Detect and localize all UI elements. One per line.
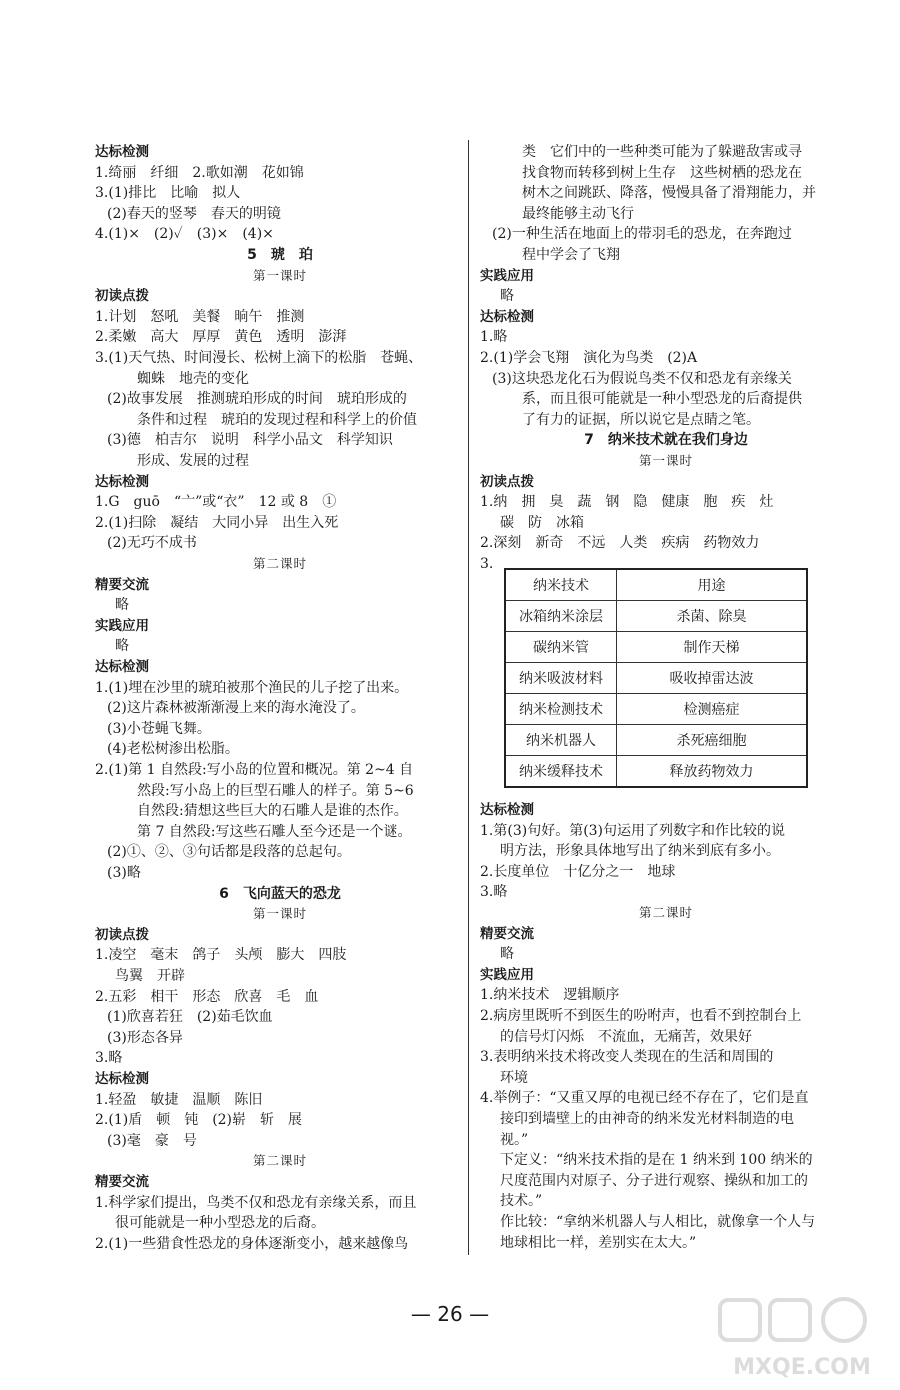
answer-line: 3.略	[480, 884, 508, 901]
answer-line: (3)德 柏吉尔 说明 科学小品文 科学知识	[107, 432, 393, 449]
answer-line: 2.(1)第 1 自然段:写小岛的位置和概况。第 2~4 自	[95, 762, 414, 778]
table-row	[505, 756, 807, 788]
answer-line: 1.凌空 毫末 鸽子 头颅 膨大 四肢	[95, 947, 347, 964]
section-heading: 初读点拨	[95, 926, 149, 943]
lesson-subtitle: 第一课时	[638, 453, 693, 468]
answer-line: (2)故事发展 推测琥珀形成的时间 琥珀形成的	[107, 391, 407, 408]
table-cell-use: 用途	[617, 569, 808, 601]
answer-line: 3.(1)排比 比喻 拟人	[95, 185, 241, 202]
answer-line: 1.纳 拥 臭 蔬 钢 隐 健康 胞 疾 灶	[480, 494, 774, 511]
answer-line: 尺度范围内对原子、分子进行观察、操纵和加工的	[500, 1172, 808, 1189]
table-cell-tech: 纳米吸波材料	[505, 663, 617, 694]
watermark-logo	[712, 1296, 892, 1382]
answer-line: 1.纳米技术 逻辑顺序	[480, 987, 620, 1004]
answer-line: 程中学会了飞翔	[522, 247, 620, 263]
answer-line: 2.(1)盾 顿 钝 (2)崭 斩 展	[95, 1112, 303, 1129]
answer-line: (3)略	[107, 865, 141, 881]
lesson-subtitle: 第一课时	[252, 267, 307, 283]
section-heading: 初读点拨	[95, 288, 149, 305]
table-row	[505, 601, 807, 632]
answer-line: 鸟翼 开辟	[115, 968, 185, 984]
table-row	[505, 663, 807, 694]
section-heading: 精要交流	[95, 576, 149, 593]
answer-line: (2)①、②、③句话都是段落的总起句。	[107, 844, 351, 861]
section-heading: 达标检测	[480, 802, 534, 818]
table-row	[505, 694, 807, 725]
answer-line: 很可能就是一种小型恐龙的后裔。	[115, 1215, 325, 1232]
answer-line: 视。”	[500, 1131, 529, 1148]
lesson-subtitle: 第二课时	[252, 556, 307, 571]
answer-line: 3.(1)天气热、时间漫长、松树上滴下的松脂 苍蝇、	[95, 350, 423, 366]
answer-line: 了有力的证据，所以说它是点睛之笔。	[522, 411, 760, 428]
answer-line: 1.计划 怒吼 美餐 晌午 推测	[95, 308, 305, 325]
answer-line: 2.柔嫩 高大 厚厚 黄色 透明 澎湃	[95, 329, 347, 346]
table-cell-tech: 碳纳米管	[505, 632, 617, 663]
answer-line: (1)欣喜若狂 (2)茹毛饮血	[107, 1009, 273, 1026]
answer-line: 蜘蛛 地壳的变化	[137, 370, 249, 387]
answer-line: 1.绮丽 纤细 2.歌如潮 花如锦	[95, 164, 304, 181]
answer-line: 然段:写小岛上的巨型石雕人的样子。第 5~6	[137, 782, 414, 799]
answer-line: 明方法，形象具体地写出了纳米到底有多小。	[500, 843, 780, 860]
answer-line: 2.五彩 相干 形态 欣喜 毛 血	[95, 988, 319, 1005]
answer-line: (3)这块恐龙化石为假说鸟类不仅和恐龙有亲缘关	[492, 370, 792, 387]
section-heading: 达标检测	[95, 1071, 149, 1087]
answer-line: 的信号灯闪烁 不流血，无痛苦，效果好	[500, 1028, 752, 1045]
answer-line: 略	[115, 638, 129, 655]
answer-line: (2)无巧不成书	[107, 535, 197, 552]
answer-line: 3.略	[95, 1050, 123, 1067]
lesson-subtitle: 第二课时	[252, 1153, 307, 1169]
answer-line: 接印到墙壁上的由神奇的纳米发光材料制造的电	[500, 1111, 794, 1127]
section-heading: 达标检测	[95, 659, 149, 675]
lesson-subtitle: 第二课时	[638, 905, 693, 920]
table-cell-use: 吸收掉雷达波	[617, 663, 808, 694]
answer-line: 3.表明纳米技术将改变人类现在的生活和周围的	[480, 1049, 774, 1066]
column-divider	[468, 140, 469, 1255]
section-heading: 精要交流	[95, 1174, 149, 1190]
answer-line: 2.病房里既听不到医生的吩咐声，也看不到控制台上	[480, 1008, 802, 1024]
answer-line: 找食物而转移到树上生存 这些树栖的恐龙在	[522, 164, 802, 181]
section-heading: 实践应用	[480, 267, 534, 284]
table-row	[505, 725, 807, 756]
table-row	[505, 569, 807, 601]
answer-line: 自然段:猜想这些巨大的石雕人是谁的杰作。	[137, 803, 408, 820]
answer-line: 略	[500, 288, 514, 305]
answer-line: (2)一种生活在地面上的带羽毛的恐龙，在奔跑过	[492, 226, 792, 243]
answer-line: 1.第(3)句好。第(3)句运用了列数字和作比较的说	[480, 822, 786, 839]
answer-line: 环境	[500, 1069, 528, 1086]
answer-line: 形成、发展的过程	[137, 453, 249, 469]
answer-line: 1.G guō “亠”或“衣” 12 或 8 ①	[95, 494, 337, 511]
answer-line: 1.科学家们提出，鸟类不仅和恐龙有亲缘关系，而且	[95, 1194, 417, 1211]
answer-line: (3)形态各异	[107, 1029, 183, 1046]
answer-line: 4.举例子：“又重又厚的电视已经不存在了，它们是直	[480, 1090, 809, 1107]
answer-line: 2.(1)学会飞翔 演化为鸟类 (2)A	[480, 350, 698, 366]
answer-line: 2.(1)一些猎食性恐龙的身体逐渐变小，越来越像鸟	[95, 1235, 409, 1252]
section-heading: 实践应用	[95, 617, 149, 634]
answer-line: 地球相比一样，差别实在太大。”	[500, 1234, 697, 1251]
table-cell-tech: 纳米机器人	[505, 725, 617, 756]
answer-line: 作比较：“拿纳米机器人与人相比，就像拿一个人与	[500, 1214, 816, 1230]
answer-line: 最终能够主动飞行	[522, 205, 634, 222]
answer-line: 2.长度单位 十亿分之一 地球	[480, 863, 676, 880]
lesson-subtitle: 第一课时	[252, 906, 307, 922]
table-cell-tech: 纳米技术	[505, 569, 617, 601]
answer-line: 技术。”	[500, 1193, 543, 1210]
lesson-title: 5 琥 珀	[247, 247, 313, 263]
table-cell-tech: 冰箱纳米涂层	[505, 601, 617, 632]
table-cell-use: 检测癌症	[617, 694, 808, 725]
table-row	[505, 632, 807, 663]
answer-line: (2)春天的竖琴 春天的明镜	[107, 205, 281, 222]
answer-line: (3)毫 豪 号	[107, 1132, 197, 1149]
answer-line: (4)老松树渗出松脂。	[107, 741, 239, 758]
section-heading: 初读点拨	[480, 473, 534, 490]
section-heading: 精要交流	[480, 925, 534, 942]
answer-line: 类 它们中的一些种类可能为了躲避敌害或寻	[522, 144, 802, 160]
answer-line: 2.(1)扫除 凝结 大同小异 出生入死	[95, 514, 339, 531]
table-cell-use: 杀菌、除臭	[617, 601, 808, 632]
section-heading: 达标检测	[95, 144, 149, 160]
lesson-title: 7 纳米技术就在我们身边	[584, 432, 748, 449]
answer-line: 条件和过程 琥珀的发现过程和科学上的价值	[137, 411, 417, 428]
lesson-title: 6 飞向蓝天的恐龙	[219, 885, 341, 902]
answer-line: (2)这片森林被渐渐漫上来的海水淹没了。	[107, 700, 365, 717]
answer-line: 碳 防 冰箱	[500, 514, 584, 531]
svg-text:MXQE.COM: MXQE.COM	[733, 1355, 871, 1380]
answer-line: 下定义：“纳米技术指的是在 1 纳米到 100 纳米的	[500, 1152, 813, 1169]
section-heading: 实践应用	[480, 966, 534, 983]
answer-line: 2.深刻 新奇 不远 人类 疾病 药物效力	[480, 535, 760, 552]
table-cell-tech: 纳米缓释技术	[505, 756, 617, 788]
table-cell-tech: 纳米检测技术	[505, 694, 617, 725]
answer-line: (3)小苍蝇飞舞。	[107, 720, 211, 737]
answer-line: 系，而且很可能就是一种小型恐龙的后裔提供	[522, 391, 802, 408]
table-cell-use: 释放药物效力	[617, 756, 808, 788]
section-heading: 达标检测	[480, 308, 534, 325]
answer-line: 4.(1)× (2)✓ (3)× (4)×	[95, 226, 274, 243]
nano-tech-table	[504, 568, 808, 788]
section-heading: 达标检测	[95, 473, 149, 490]
table-cell-use: 杀死癌细胞	[617, 725, 808, 756]
answer-line: 树木之间跳跃、降落，慢慢具备了滑翔能力，并	[522, 185, 816, 202]
answer-line: 略	[500, 946, 514, 963]
answer-line: 1.略	[480, 329, 508, 346]
page-number: — 26 —	[410, 1302, 490, 1326]
answer-line: 第 7 自然段:写这些石雕人至今还是一个谜。	[137, 823, 412, 840]
answer-line: 1.(1)埋在沙里的琥珀被那个渔民的儿子挖了出来。	[95, 679, 409, 696]
answer-line: 1.轻盈 敏捷 温顺 陈旧	[95, 1091, 263, 1108]
table-cell-use: 制作天梯	[617, 632, 808, 663]
answer-line: 3.	[480, 556, 494, 572]
answer-line: 略	[115, 597, 129, 614]
